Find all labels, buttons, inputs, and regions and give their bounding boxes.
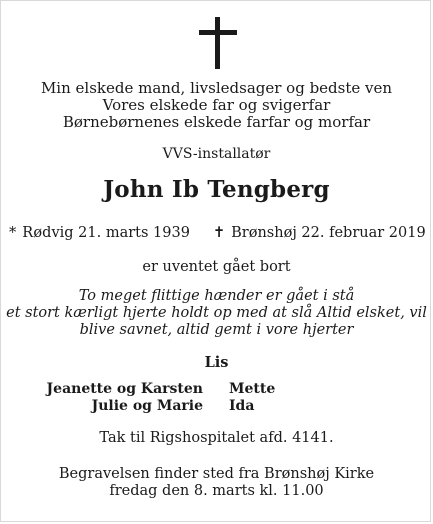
death-info xyxy=(213,225,426,242)
family-name: Ida xyxy=(229,398,255,414)
intro-text xyxy=(1,80,432,131)
family-name: Mette xyxy=(229,381,276,397)
birth-info xyxy=(9,225,190,242)
cross-icon xyxy=(199,17,237,69)
intro-line: Vores elskede far og svigerfar xyxy=(102,96,331,114)
birth-star-icon: * xyxy=(9,225,17,241)
passed-away-text: er uventet gået bort xyxy=(142,259,291,275)
funeral-line: fredag den 8. marts kl. 11.00 xyxy=(109,483,324,499)
thanks-text: Tak til Rigshospitalet afd. 4141. xyxy=(99,430,334,446)
family-names-left xyxy=(47,381,203,415)
family-name: Julie og Marie xyxy=(91,398,203,414)
death-text: Brønshøj 22. februar 2019 xyxy=(231,225,426,241)
funeral-line: Begravelsen finder sted fra Brønshøj Kirke xyxy=(58,466,375,482)
birth-text: Rødvig 21. marts 1939 xyxy=(22,225,190,241)
intro-line: Min elskede mand, livsledsager og bedste ven xyxy=(40,79,393,97)
family-name: Jeanette og Karsten xyxy=(46,381,203,397)
family-names-right xyxy=(229,381,275,415)
spouse-name: Lis xyxy=(204,354,229,371)
intro-line: Børnebørnenes elskede farfar og morfar xyxy=(62,113,371,131)
verse-line: et stort kærligt hjerte holdt op med at slå Altid elsket, vil xyxy=(6,305,427,321)
verse-line: blive savnet, altid gemt i vore hjerter xyxy=(79,322,354,338)
death-cross-icon: ✝ xyxy=(213,225,226,241)
occupation: VVS-installatør xyxy=(162,146,271,162)
memorial-verse xyxy=(1,288,432,339)
deceased-name: John Ib Tengberg xyxy=(103,176,330,203)
verse-line: To meget flittige hænder er gået i stå xyxy=(78,288,355,304)
funeral-info xyxy=(1,466,432,500)
